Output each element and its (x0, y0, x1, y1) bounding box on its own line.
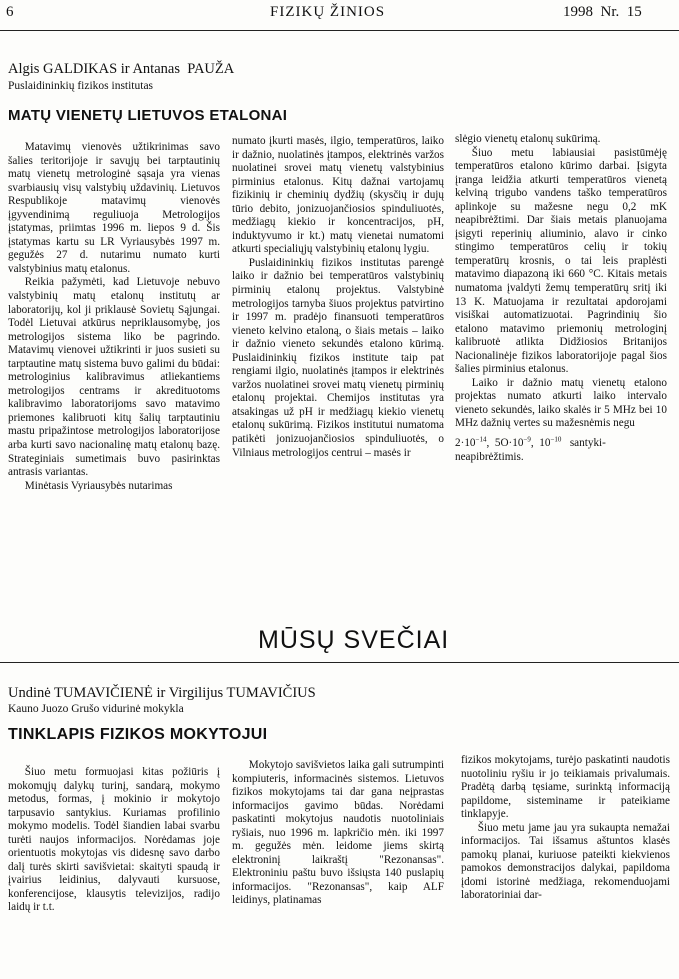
paragraph: Šiuo metu labiausiai pasistūmėję temperatūros etalono kūrimo darbai. Įsigyta įranga leidžia atkurti temperatūros vienetą kelviną trigubo vandens taško temperatūros aplinkoje su mažesne negu 0,2 mK neapibrėžtimi. Dar šiais metais planuojama įsigyti reperinių aliuminio, alavo ir cinko stingimo temperatūros celių ir tokių temperatūrų krosnis, o tai leis praplėsti matavimo diapazoną iki 660 °C. Kitais metais numatoma įvaldyti žemų temperatūrų sritį iki 13 K. Matuojama ir rezultatai apdorojami visiškai automatizuotai. Pagrindinių šio etalono matavimo priemonių metrologinį kalibruotė atlikta Didžiosios Britanijos Nacionalinėje fizikos laboratorijoje pagal šios šalies pirminius etalonus. (455, 146, 667, 376)
article2-column-2 (232, 759, 444, 908)
paragraph: numato įkurti masės, ilgio, temperatūros, laiko ir dažnio, nuolatinės įtampos, elektrinės varžos nuolatinei srovei matų vienetų valstybinius pirminius etalonus. Kitų dažnai vartojamų fizikinių ir cheminių dydžių (skysčių ir dujų tūrio debito, jonizuojančiosios spinduliuotės, medžiagų kiekio ir koncentracijos, pH, induktyvumo ir kt.) matų vienetai numatomi atkurti specialiųjų valstybinių etalonų lygiu. (232, 135, 444, 256)
section-rule (0, 662, 679, 663)
formula-term: 10 (539, 437, 551, 450)
article1-title: MATŲ VIENETŲ LIETUVOS ETALONAI (8, 107, 288, 124)
article2-authors: Undinė TUMAVIČIENĖ ir Virgilijus TUMAVIČIUS (8, 685, 316, 701)
paragraph: Šiuo metu jame jau yra sukaupta nemažai informacijos. Tai išsamus aštuntos klasės pamokų planai, kuriuose pateikti kiekvienos pamokos demonstracijos dalykai, papildoma įdomi istorinė medžiaga, rekomenduojami laboratoriniai dar- (461, 821, 670, 902)
formula-exponent: −14 (475, 435, 487, 444)
page-number: 6 (6, 4, 14, 20)
paragraph: slėgio vienetų etalonų sukūrimą. (455, 133, 601, 145)
paragraph: Matavimų vienovės užtikrinimas savo šalies teritorijoje ir savųjų bei tarptautinių matų vienetų metrologinė sąsaja yra vienas svarbiausių visų valstybių uždavinių. Lietuvos Respublikoje matavimų vienovės įgyvendinimą reguliuoja Metrologijos įstatymas, priimtas 1996 m. liepos 9 d. Šis įstatymas kartu su LR Vyriausybės 1997 m. gegužės 27 d. nutarimu numato kurti valstybinius matų etalonus. (8, 141, 220, 275)
article1-column-2 (232, 135, 444, 460)
formula-tail: santyki- (569, 437, 606, 450)
paragraph: Minėtasis Vyriausybės nutarimas (24, 479, 173, 492)
formula-term: 2·10 (455, 437, 476, 450)
formula-exponent: −9 (523, 435, 531, 444)
paragraph: fizikos mokytojams, turėjo paskatinti naudotis nuotoliniu ryšiu ir jo teikiamais privalumais. Pradėtą darbą tęsiame, surinktą informaciją papildome, sisteminame ir pateikiame tinklapyje. (461, 754, 670, 821)
article2-institution: Kauno Juozo Grušo vidurinė mokykla (8, 703, 184, 715)
issue-number: 1998 Nr. 15 (563, 4, 642, 20)
paragraph: neapibrėžtimis. (455, 450, 524, 463)
article1-column-1 (8, 141, 220, 493)
paragraph: Mokytojo savišvietos laika gali sutrumpinti kompiuteris, informacinės sistemos. Lietuvos fizikos mokytojams tai dar gana neįprastas informacijos gavimo būdas. Norėdami paskatinti mokytojus naudotis nuotoliniais ryšiais, nuo 1996 m. lapkričio mėn. iki 1997 m. gegužės mėn. leidome jiems skirtą elektroninį laikraštį "Rezonansas". Elektroniniu paštu buvo išsiųsta 140 puslapių informacijos. "Rezonansas", kaip ALF leidinys, platinamas (232, 759, 444, 907)
paragraph: Puslaidininkių fizikos institutas parengė laiko ir dažnio bei temperatūros valstybinių pirminių etalonų projektus. Valstybinė metrologijos tarnyba šiuos projektus patvirtino ir 1997 m. pradėjo finansuoti temperatūros vieneto kelvino etaloną, o šiais metais – laiko ir dažnio vieneto sekundės etalono kūrimą. Puslaidininkių fizikos institute taip pat rengiami ilgio, nuolatinės įtampos ir elektrinės varžos nuolatinei srovei matų vienetų pirminių etalonų projektai. Chemijos institutas yra atsakingas už pH ir medžiagų kiekio vienetų etalonų sukūrimą. Fizikos institutui numatoma patikėti jonizuojančiosios spinduliuotės, o Vilniaus metrologijos centrui – masės ir (232, 256, 444, 459)
article2-column-3 (461, 754, 670, 903)
formula-term: 5O·10 (494, 437, 524, 450)
formula-line: $2\cdot 10^{-14}$, $5O\cdot 10^{-9}$, $10^{-10}$ santyki- (455, 435, 606, 450)
section-title: MŪSŲ SVEČIAI (258, 626, 450, 654)
article2-column-1 (8, 766, 220, 915)
paragraph: Šiuo metu formuojasi kitas požiūris į mokomųjų dalykų turinį, sandarą, mokymo metodus, formas, į mokinio ir mokytojo tarpusavio santykius. Kuriamas profilinio mokymo modelis. Todėl šiandien labai svarbu turėti naujos informacijos. Norėdamas joje orientuotis mokytojas vis didesnę savo darbo dalį turės skirti savišvietai: skaityti spaudą ir įvairius leidinius, dalyvauti kursuose, konferencijose, klausytis televizijos, radijo laidų ir t.t. (8, 766, 220, 914)
article1-institution: Puslaidininkių fizikos institutas (8, 80, 154, 92)
journal-title: FIZIKŲ ŽINIOS (270, 4, 386, 20)
article1-column-3 (455, 133, 667, 464)
header-rule (0, 30, 679, 31)
paragraph: Laiko ir dažnio matų vienetų etalono projektas numato atkurti laiko intervalo vieneto sekundės, laiko skalės ir 5 MHz bei 10 MHz dažnių vertes su mažesnėmis negu (455, 376, 667, 430)
article2-title: TINKLAPIS FIZIKOS MOKYTOJUI (8, 726, 268, 743)
paragraph: Reikia pažymėti, kad Lietuvoje nebuvo valstybinių matų etalonų institutų ar laboratorijų, kol ji priklausė Sovietų Sąjungai. Todėl Lietuvai atkūrus nepriklausomybę, jos metrologijos sistema liko be pagrindo. Matavimų vienovei užtikrinti ir juos susieti su tarptautine matų sistema buvo galimi du būdai: metrologinius kalibravimus atliekantiems metrologijos centrams ir akredituotoms kalibravimo laboratorijoms savo matavimo priemones kalibruoti kitų šalių tarptautiniu mastu pripažintose metrologijos laboratorijose arba kurti savo nacionalinę matų etalonų bazę. Strateginiais sumetimais buvo pasirinktas antrasis variantas. (8, 276, 220, 479)
formula-exponent: −10 (550, 435, 562, 444)
article1-authors: Algis GALDIKAS ir Antanas PAUŽA (8, 61, 235, 77)
